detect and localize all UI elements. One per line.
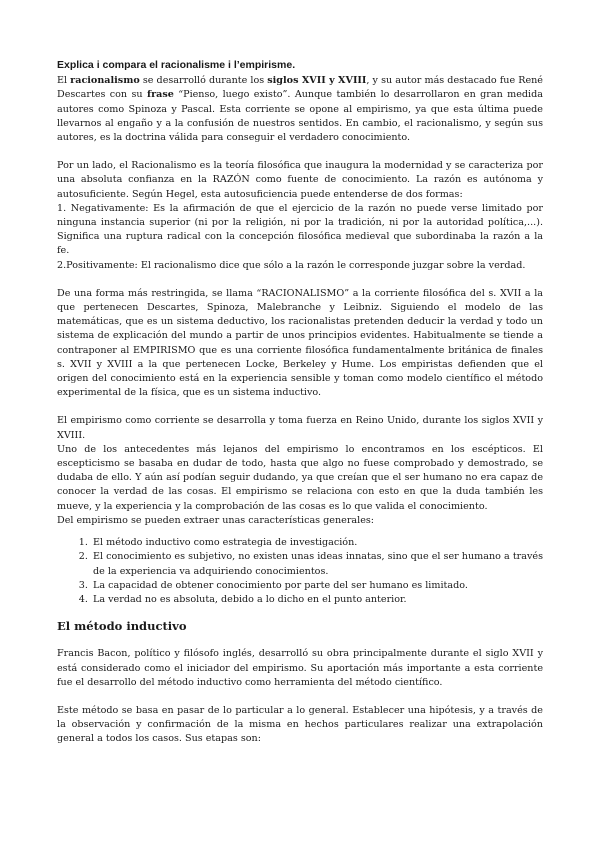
paragraph-bacon: Francis Bacon, político y filósofo inglés, desarrolló su obra principalmente durante el siglo XVII y está considerado como el iniciador del empirismo. Su aportación más importante a esta corriente fue el desarrollo del método inductivo como herramienta del método científico. <box>57 648 543 688</box>
section-heading: El método inductivo <box>57 619 187 634</box>
paragraph-positivamente: 2.Positivamente: El racionalismo dice que sólo a la razón le corresponde juzgar sobre la verdad. <box>57 259 526 271</box>
paragraph-escepticos: Uno de los antecedentes más lejanos del empirismo lo encontramos en los escépticos. El escepticismo se basaba en dudar de todo, hasta que algo no fuese comprobado y demostrado, se dudaba de ello. Y aún así podían seguir dudando, ya que creían que el ser humano no era capaz de conocer la verdad de las cosas. El empirismo se relaciona con esto en que la duda también les mueve, y la experiencia y la comprobación de las cosas es lo que valida el conocimiento. <box>57 443 543 512</box>
list-item: 1. El método inductivo como estrategia de investigación. <box>91 536 543 550</box>
list-item: 4. La verdad no es absoluta, debido a lo dicho en el punto anterior. <box>91 593 543 607</box>
document-page <box>57 58 543 747</box>
paragraph-empirismo-origen: El empirismo como corriente se desarrolla y toma fuerza en Reino Unido, durante los siglos XVII y XVIII. <box>57 415 543 441</box>
text-run: , y su autor más destacado fue René Descartes con su <box>57 75 543 101</box>
paragraph-razon: Por un lado, el Racionalismo es la teoría filosófica que inaugura la modernidad y se caracteriza por una absoluta confianza en la RAZÓN como fuente de conocimiento. La razón es autónoma y autosuficiente. Según Hegel, esta autosuficiencia puede entenderse de dos formas: <box>57 160 543 200</box>
paragraph-racionalismo-restringido: De una forma más restringida, se llama “RACIONALISMO” a la corriente filosófica del s. XVII a la que pertenecen Descartes, Spinoza, Malebranche y Leibniz. Siguiendo el modelo de las matemáticas, que es un sistema deductivo, los racionalistas pretenden deducir la verdad y todo un sistema de explicación del mundo a partir de unos principios evidentes. Habitualmente se tiende a contraponer al EMPIRISMO que es una corriente filosófica fundamentalmente británica de finales s. XVII y XVIII a la que pertenecen Locke, Berkeley y Hume. Los empiristas defienden que el origen del conocimiento está en la experiencia sensible y toman como modelo científico el método experimental de la física, que es un sistema inductivo. <box>57 287 543 399</box>
paragraph-metodo: Este método se basa en pasar de lo particular a lo general. Establecer una hipótesis, y a través de la observación y confirmación de la misma en hechos particulares realizar una extrapolación general a todos los casos. Sus etapas son: <box>57 704 543 745</box>
text-run: “Pienso, luego existo”. Aunque también lo desarrollaron en gran medida autores como Spinoza y Pascal. Esta corriente se opone al empirismo, ya que esta última puede llevarnos al engaño y a la confusión de nuestros sentidos. En cambio, el racionalismo, y según sus autores, es la doctrina válida para conseguir el verdadero conocimiento. <box>57 89 543 144</box>
bold-term-siglos: siglos XVII y XVIII <box>267 75 367 87</box>
bold-term-racionalismo: racionalismo <box>70 75 140 87</box>
paragraph-caracteristicas-intro: Del empirismo se pueden extraer unas características generales: <box>57 514 375 526</box>
list-item: 3. La capacidad de obtener conocimiento por parte del ser humano es limitado. <box>91 579 543 593</box>
text-run: El <box>57 75 71 87</box>
paragraph-negativamente: 1. Negativamente: Es la afirmación de que el ejercicio de la razón no puede verse limitado por ninguna instancia superior (ni por la religión, ni por la tradición, ni por la autoridad política,...). Significa una ruptura radical con la concepción filosófica medieval que subordinaba la razón a la fe. <box>57 202 543 257</box>
paragraph-racionalismo-intro <box>57 74 543 145</box>
document-title: Explica i compara el racionalisme i l’empirisme. <box>57 59 296 71</box>
characteristics-list <box>57 536 543 607</box>
bold-term-frase: frase <box>146 89 174 101</box>
list-item: 2. El conocimiento es subjetivo, no existen unas ideas innatas, sino que el ser humano a través de la experiencia va adquiriendo conocimientos. <box>91 550 543 578</box>
text-run: se desarrolló durante los <box>139 75 268 87</box>
